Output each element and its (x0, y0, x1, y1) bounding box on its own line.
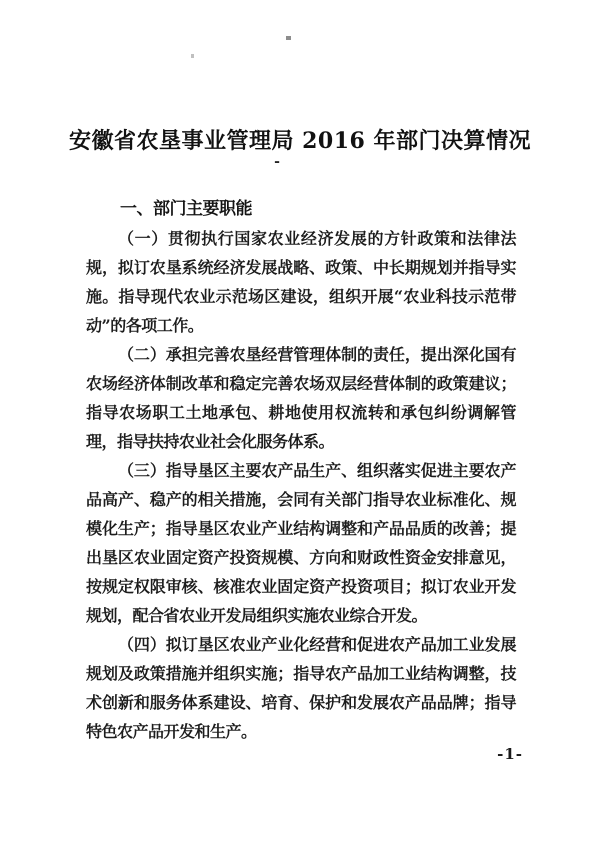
paragraph-duty-1: （一）贯彻执行国家农业经济发展的方针政策和法律法规，拟订农垦系统经济发展战略、政策、中长期规划并指导实施。指导现代农业示范场区建设，组织开展“农业科技示范带动”的各项工作。 (86, 229, 516, 335)
paragraph-duty-4: （四）拟订垦区农业产业化经营和促进农产品加工业发展规划及政策措施并组织实施；指导农产品加工业结构调整，技术创新和服务体系建设、培育、保护和发展农产品品牌；指导特色农产品开发和生产。 (86, 635, 516, 741)
paragraph-duty-2: （二）承担完善农垦经营管理体制的责任，提出深化国有农场经济体制改革和稳定完善农场双层经营体制的政策建议；指导农场职工土地承包、耕地使用权流转和承包纠纷调解管理，指导扶持农业社会化服务体系。 (86, 345, 516, 451)
scan-speck-artifact (191, 54, 194, 58)
paragraph-duty-3: （三）指导垦区主要农产品生产、组织落实促进主要农产品高产、稳产的相关措施，会同有关部门指导农业标准化、规模化生产；指导垦区农业产业结构调整和产品品质的改善；提出垦区农业固定资产投资规模、方向和财政性资金安排意见，按规定权限审核、核准农业固定资产投资项目；拟订农业开发规划，配合省农业开发局组织实施农业综合开发。 (86, 461, 516, 625)
document-body (0, 195, 600, 746)
document-title: 安徽省农垦事业管理局 2016 年部门决算情况 (68, 128, 532, 154)
scan-speck-artifact (286, 36, 291, 40)
section-heading: 一、部门主要职能 (120, 199, 252, 219)
title-dash-mark: - (274, 154, 280, 170)
page-number: -1- (497, 745, 523, 763)
